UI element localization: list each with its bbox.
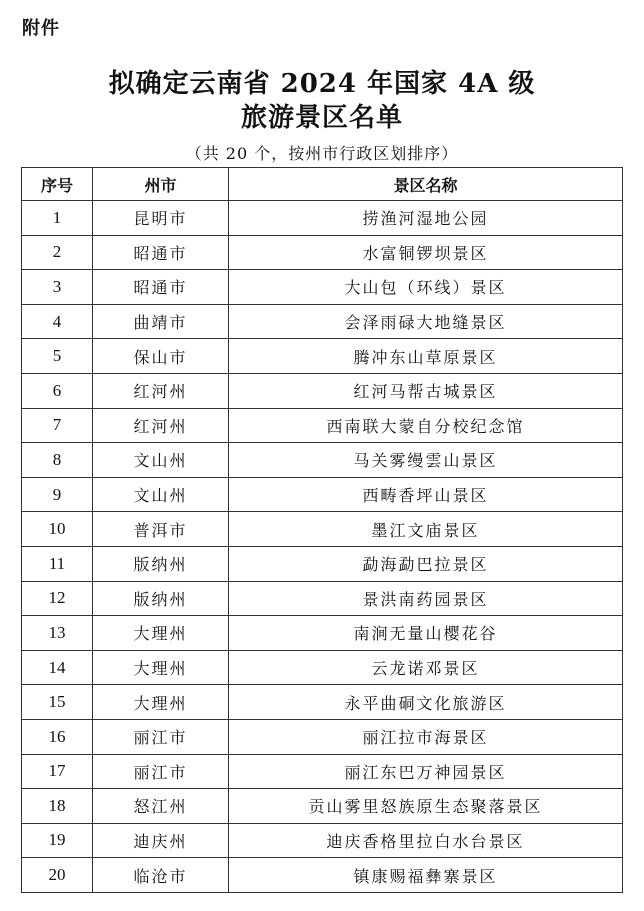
cell-scenic-name: 墨江文庙景区 bbox=[229, 512, 623, 547]
document-subtitle: （共 20 个，按州市行政区划排序） bbox=[185, 144, 459, 163]
header-index: 序号 bbox=[22, 168, 93, 201]
cell-index: 9 bbox=[22, 477, 93, 512]
table-row bbox=[22, 754, 623, 789]
cell-index: 2 bbox=[22, 235, 93, 270]
cell-prefecture: 昭通市 bbox=[93, 270, 229, 305]
cell-scenic-name: 水富铜锣坝景区 bbox=[229, 235, 623, 270]
cell-scenic-name: 马关雾缦雲山景区 bbox=[229, 443, 623, 478]
cell-prefecture: 迪庆州 bbox=[93, 823, 229, 858]
table-row bbox=[22, 235, 623, 270]
cell-prefecture: 临沧市 bbox=[93, 858, 229, 893]
cell-prefecture: 怒江州 bbox=[93, 789, 229, 824]
cell-prefecture: 红河州 bbox=[93, 408, 229, 443]
cell-index: 15 bbox=[22, 685, 93, 720]
header-scenic-name: 景区名称 bbox=[229, 168, 623, 201]
table-row bbox=[22, 443, 623, 478]
cell-prefecture: 曲靖市 bbox=[93, 304, 229, 339]
table-row bbox=[22, 719, 623, 754]
cell-index: 3 bbox=[22, 270, 93, 305]
cell-index: 16 bbox=[22, 719, 93, 754]
cell-scenic-name: 镇康赐福彝寨景区 bbox=[229, 858, 623, 893]
cell-index: 1 bbox=[22, 201, 93, 236]
cell-index: 13 bbox=[22, 616, 93, 651]
table-row bbox=[22, 616, 623, 651]
cell-scenic-name: 西南联大蒙自分校纪念馆 bbox=[229, 408, 623, 443]
cell-scenic-name: 捞渔河湿地公园 bbox=[229, 201, 623, 236]
table-row bbox=[22, 304, 623, 339]
table-row bbox=[22, 408, 623, 443]
cell-prefecture: 普洱市 bbox=[93, 512, 229, 547]
table-header-row bbox=[22, 168, 623, 201]
cell-prefecture: 大理州 bbox=[93, 650, 229, 685]
cell-index: 20 bbox=[22, 858, 93, 893]
cell-scenic-name: 迪庆香格里拉白水台景区 bbox=[229, 823, 623, 858]
table-row bbox=[22, 270, 623, 305]
cell-scenic-name: 红河马帮古城景区 bbox=[229, 373, 623, 408]
cell-index: 4 bbox=[22, 304, 93, 339]
cell-index: 11 bbox=[22, 546, 93, 581]
table-row bbox=[22, 546, 623, 581]
cell-prefecture: 昭通市 bbox=[93, 235, 229, 270]
cell-index: 19 bbox=[22, 823, 93, 858]
cell-scenic-name: 景洪南药园景区 bbox=[229, 581, 623, 616]
cell-index: 10 bbox=[22, 512, 93, 547]
cell-scenic-name: 西畴香坪山景区 bbox=[229, 477, 623, 512]
cell-index: 14 bbox=[22, 650, 93, 685]
table-row bbox=[22, 823, 623, 858]
table-row bbox=[22, 789, 623, 824]
cell-prefecture: 保山市 bbox=[93, 339, 229, 374]
cell-prefecture: 版纳州 bbox=[93, 546, 229, 581]
cell-prefecture: 丽江市 bbox=[93, 754, 229, 789]
cell-scenic-name: 丽江东巴万神园景区 bbox=[229, 754, 623, 789]
cell-prefecture: 文山州 bbox=[93, 477, 229, 512]
cell-scenic-name: 南涧无量山樱花谷 bbox=[229, 616, 623, 651]
cell-prefecture: 丽江市 bbox=[93, 719, 229, 754]
cell-index: 8 bbox=[22, 443, 93, 478]
table-row bbox=[22, 685, 623, 720]
cell-index: 18 bbox=[22, 789, 93, 824]
document-title-line1: 拟确定云南省 2024 年国家 4A 级 bbox=[108, 69, 536, 99]
cell-scenic-name: 贡山雾里怒族原生态聚落景区 bbox=[229, 789, 623, 824]
cell-index: 5 bbox=[22, 339, 93, 374]
cell-scenic-name: 丽江拉市海景区 bbox=[229, 719, 623, 754]
scenic-area-table bbox=[21, 167, 623, 893]
cell-scenic-name: 会泽雨碌大地缝景区 bbox=[229, 304, 623, 339]
table-row bbox=[22, 581, 623, 616]
cell-prefecture: 红河州 bbox=[93, 373, 229, 408]
table-row bbox=[22, 339, 623, 374]
cell-scenic-name: 永平曲硐文化旅游区 bbox=[229, 685, 623, 720]
document-title-line2: 旅游景区名单 bbox=[240, 103, 403, 133]
cell-scenic-name: 云龙诺邓景区 bbox=[229, 650, 623, 685]
cell-prefecture: 大理州 bbox=[93, 685, 229, 720]
attachment-label: 附件 bbox=[22, 18, 60, 39]
table-row bbox=[22, 201, 623, 236]
cell-prefecture: 版纳州 bbox=[93, 581, 229, 616]
table-row bbox=[22, 858, 623, 893]
header-prefecture: 州市 bbox=[93, 168, 229, 201]
cell-prefecture: 文山州 bbox=[93, 443, 229, 478]
cell-index: 6 bbox=[22, 373, 93, 408]
cell-scenic-name: 大山包（环线）景区 bbox=[229, 270, 623, 305]
table-row bbox=[22, 650, 623, 685]
cell-scenic-name: 勐海勐巴拉景区 bbox=[229, 546, 623, 581]
cell-index: 12 bbox=[22, 581, 93, 616]
cell-prefecture: 大理州 bbox=[93, 616, 229, 651]
cell-scenic-name: 腾冲东山草原景区 bbox=[229, 339, 623, 374]
table-row bbox=[22, 512, 623, 547]
table-row bbox=[22, 373, 623, 408]
table-row bbox=[22, 477, 623, 512]
cell-prefecture: 昆明市 bbox=[93, 201, 229, 236]
cell-index: 17 bbox=[22, 754, 93, 789]
cell-index: 7 bbox=[22, 408, 93, 443]
